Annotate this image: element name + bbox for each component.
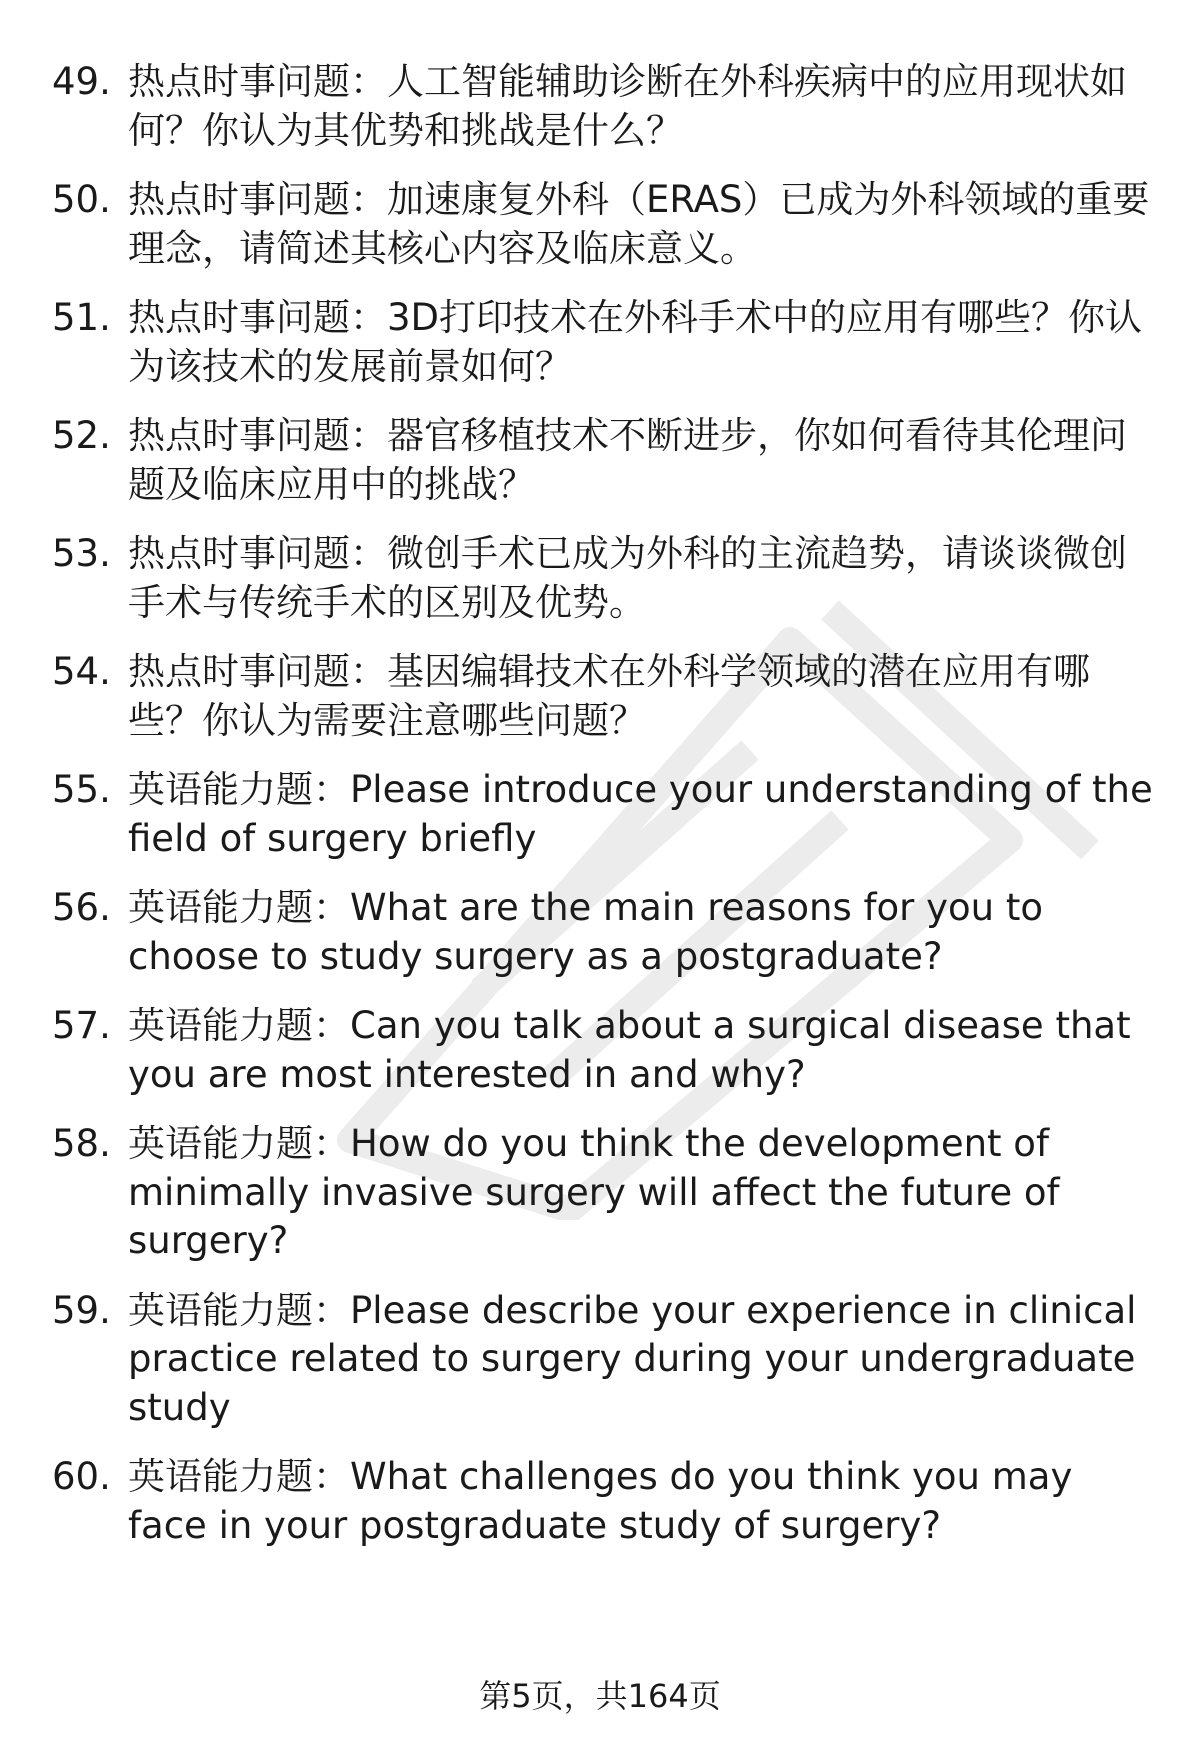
question-text: 英语能力题：Please introduce your understanding of the field of surgery briefly — [128, 768, 1153, 860]
question-number: 52. — [52, 414, 111, 457]
question-number: 50. — [52, 178, 111, 221]
question-number: 59. — [52, 1288, 111, 1332]
question-item — [52, 530, 1162, 627]
question-number: 58. — [52, 1122, 111, 1165]
question-text: 热点时事问题：器官移植技术不断进步，你如何看待其伦理问题及临床应用中的挑战？ — [128, 414, 1127, 506]
question-item — [52, 1287, 1162, 1433]
question-number: 51. — [52, 296, 111, 339]
page-number-footer: 第5页，共164页 — [479, 1677, 721, 1715]
question-item — [52, 766, 1162, 863]
question-text: 热点时事问题：加速康复外科（ERAS）已成为外科领域的重要理念，请简述其核心内容及临床意义。 — [128, 178, 1150, 270]
question-item — [52, 58, 1162, 155]
question-item — [52, 412, 1162, 509]
question-text: 热点时事问题：微创手术已成为外科的主流趋势，请谈谈微创手术与传统手术的区别及优势。 — [128, 532, 1127, 624]
question-number: 53. — [52, 532, 111, 575]
question-text: 英语能力题：What challenges do you think you may face in your postgraduate study of surgery? — [128, 1455, 1073, 1547]
question-item — [52, 648, 1162, 745]
question-item — [52, 1120, 1162, 1266]
question-list — [52, 58, 1162, 1550]
question-number: 54. — [52, 650, 111, 693]
question-text: 热点时事问题：3D打印技术在外科手术中的应用有哪些？你认为该技术的发展前景如何？ — [128, 296, 1143, 388]
question-text: 热点时事问题：人工智能辅助诊断在外科疾病中的应用现状如何？你认为其优势和挑战是什么？ — [128, 60, 1127, 152]
question-item — [52, 1002, 1162, 1099]
question-item — [52, 1453, 1162, 1550]
question-number: 56. — [52, 886, 111, 929]
question-text: 英语能力题：How do you think the development of minimally invasive surgery will affect the future of surgery? — [128, 1122, 1060, 1262]
question-item — [52, 884, 1162, 981]
question-number: 57. — [52, 1004, 111, 1047]
question-text: 热点时事问题：基因编辑技术在外科学领域的潜在应用有哪些？你认为需要注意哪些问题？ — [128, 650, 1090, 742]
question-item — [52, 294, 1162, 391]
question-text: 英语能力题：Please describe your experience in clinical practice related to surgery during your undergraduate study — [128, 1288, 1137, 1429]
question-number: 55. — [52, 768, 111, 811]
question-item — [52, 176, 1162, 273]
question-text: 英语能力题：Can you talk about a surgical disease that you are most interested in and why? — [128, 1004, 1131, 1096]
question-number: 49. — [52, 60, 111, 103]
question-text: 英语能力题：What are the main reasons for you to choose to study surgery as a postgraduate? — [128, 886, 1044, 978]
question-number: 60. — [52, 1455, 111, 1498]
